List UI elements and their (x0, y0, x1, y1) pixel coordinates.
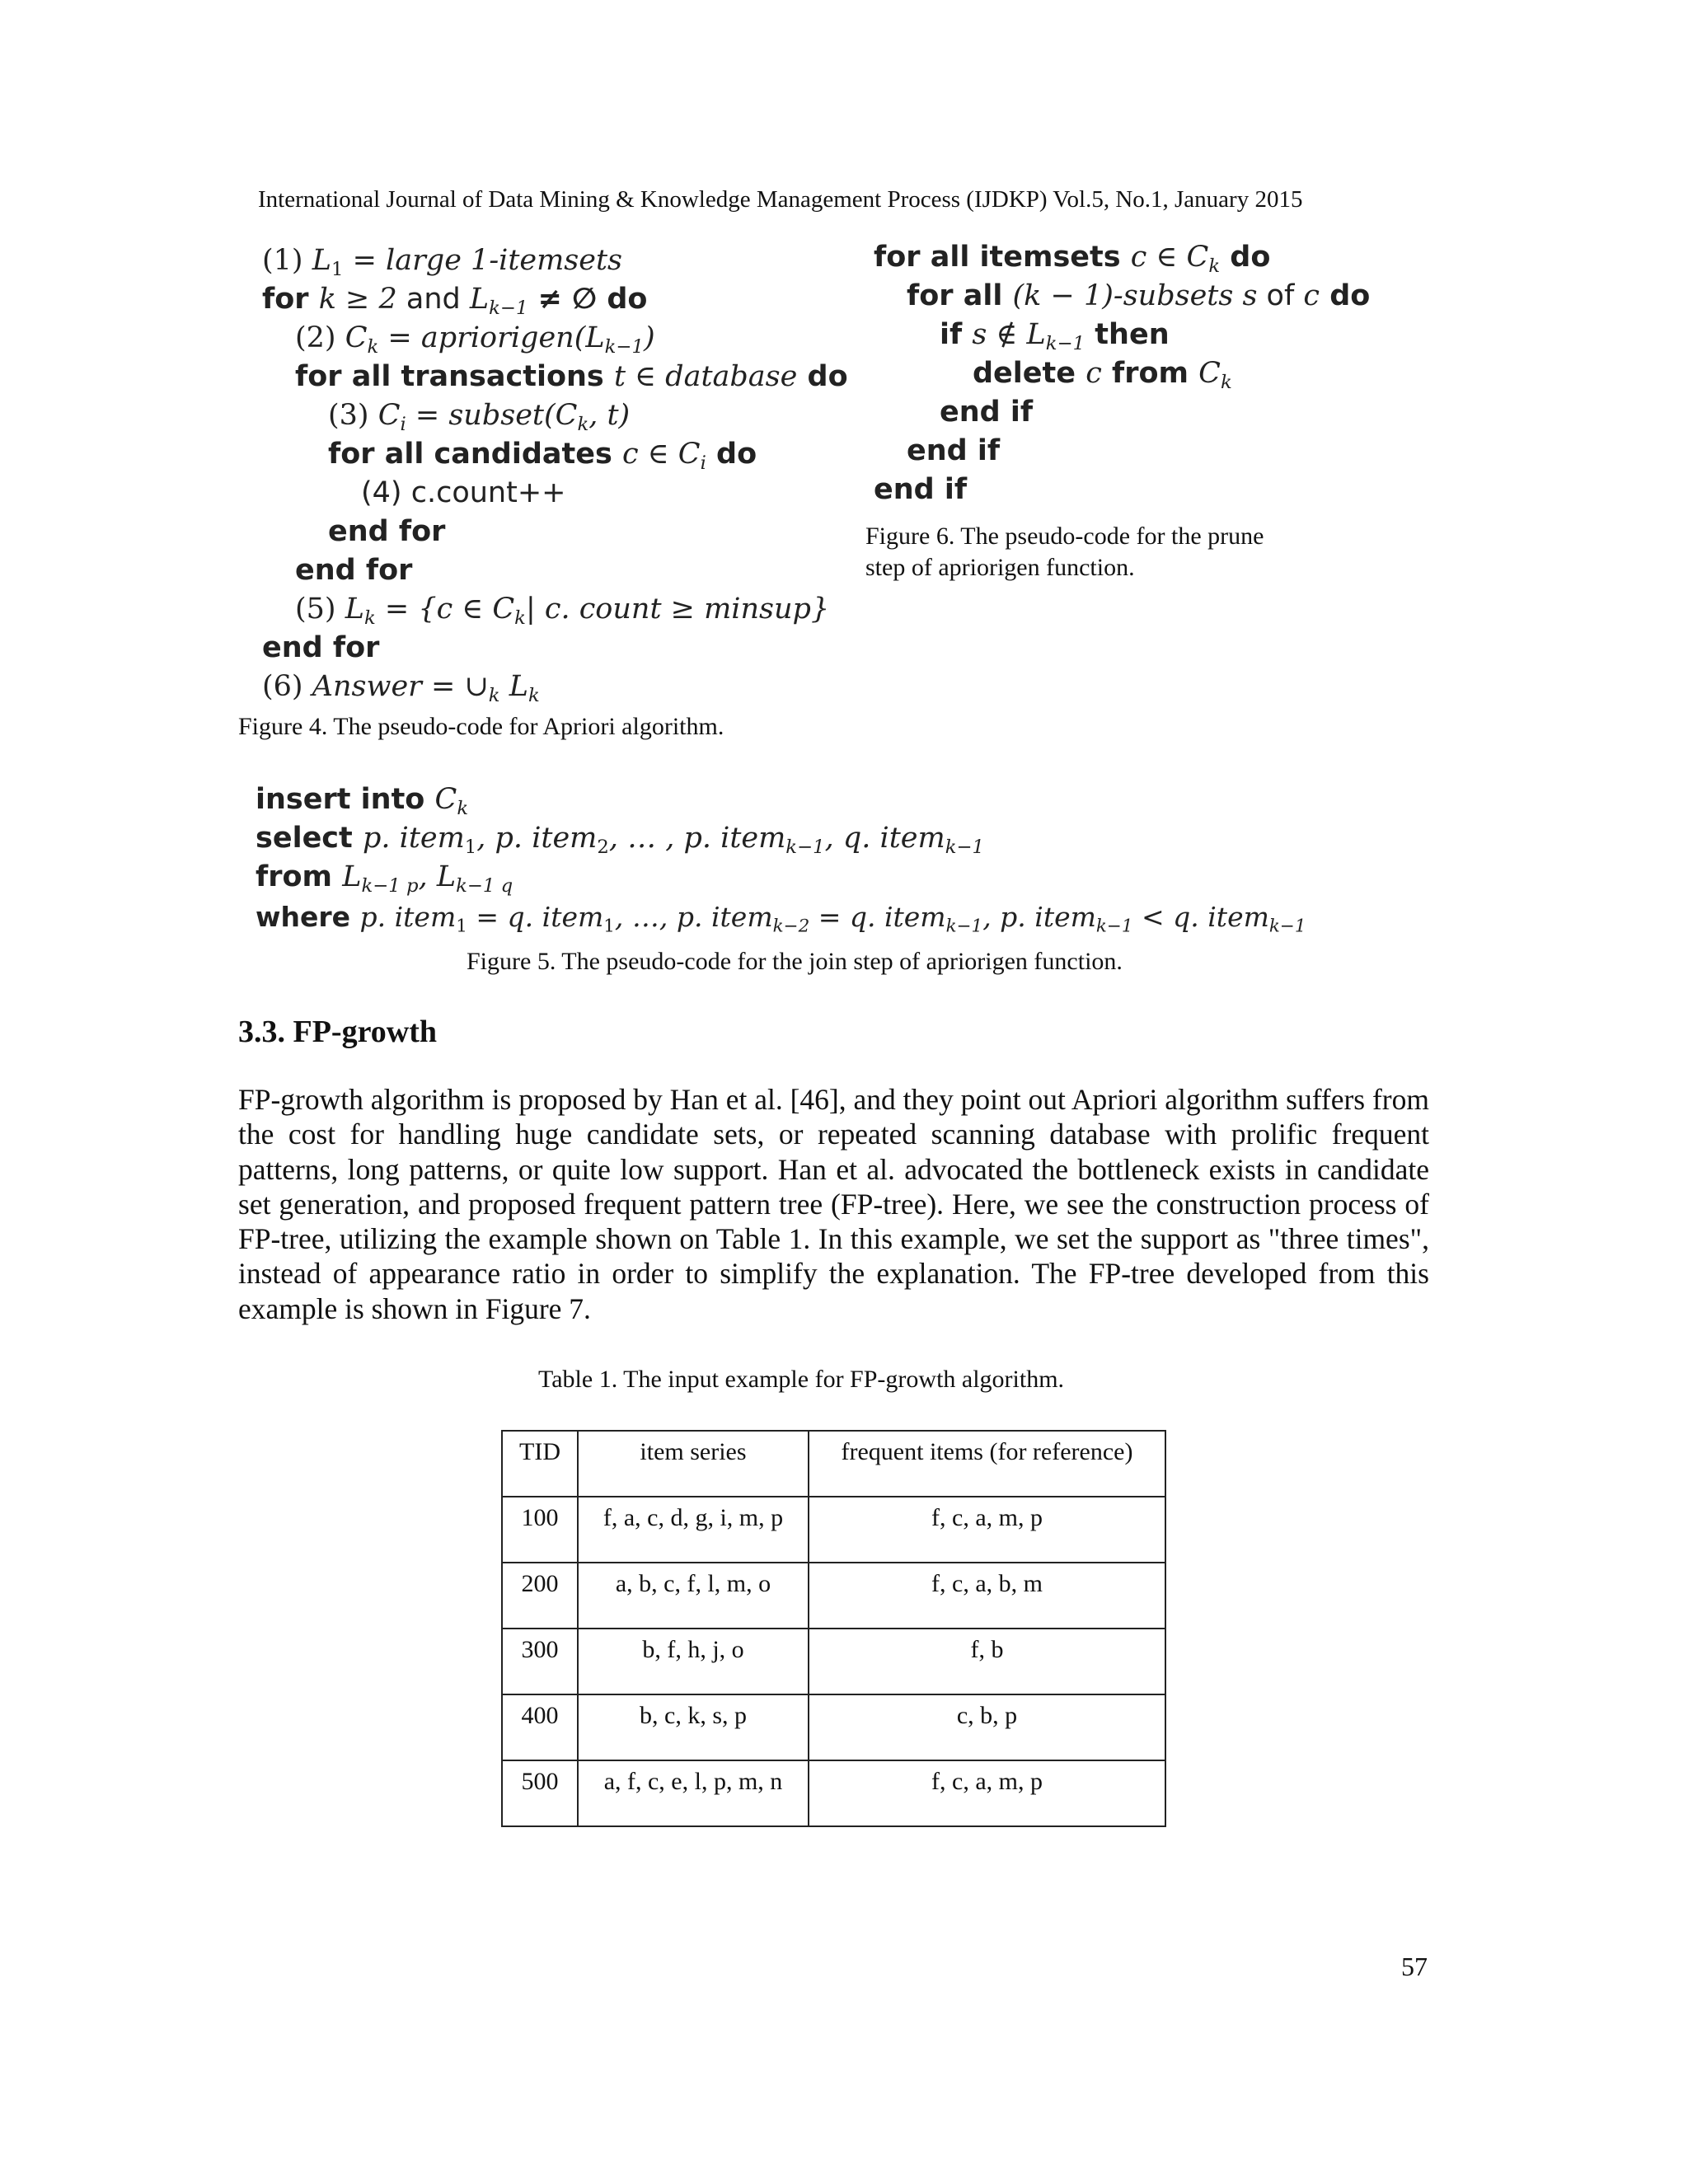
table-cell: b, f, h, j, o (578, 1629, 809, 1694)
fig5-line-1: insert into $C_k$ (256, 783, 469, 819)
table-cell: 300 (502, 1629, 578, 1694)
table-row (502, 1760, 1165, 1826)
table1-caption: Table 1. The input example for FP-growth algorithm. (538, 1366, 1065, 1393)
fig5-line-4: where p. item$_1$ = q. item$_1$, …, p. item$_{k-2}$ = q. item$_{k-1}$, p. item$_{k-1}$ < q. item$_{k-1}$ (256, 901, 1306, 937)
fig6-line-7: end if (874, 473, 968, 506)
table-header-row (502, 1431, 1165, 1497)
fig4-line-5: (3) $C_i$ = $subset(C_k$, t) (328, 399, 631, 435)
table-cell: 500 (502, 1760, 578, 1826)
fig4-line-7: (4) c.count++ (361, 476, 566, 509)
table-cell: a, b, c, f, l, m, o (578, 1563, 809, 1629)
fig6-line-5: end if (940, 396, 1034, 429)
table-cell: f, c, a, b, m (809, 1563, 1165, 1629)
table-cell: f, b (809, 1629, 1165, 1694)
table-cell: 200 (502, 1563, 578, 1629)
table-cell: f, c, a, m, p (809, 1497, 1165, 1563)
fig6-line-3: if s ∉ $L_{k-1}$ then (940, 318, 1170, 354)
page-number: 57 (1401, 1952, 1428, 1981)
fig4-line-6: for all candidates c ∈ $C_i$ do (328, 438, 757, 474)
fig6-line-4: delete c from $C_k$ (973, 357, 1232, 393)
fig4-line-4: for all transactions t ∈ database do (295, 360, 848, 393)
figure6-caption: Figure 6. The pseudo-code for the prune step of apriorigen function. (865, 523, 1264, 581)
fig4-line-11: end for (262, 631, 380, 664)
fig4-line-10: (5) $L_k = \{c$ ∈ $C_k|$ c. count ≥ minsup} (295, 593, 830, 629)
table-cell: f, c, a, m, p (809, 1760, 1165, 1826)
table-row (502, 1629, 1165, 1694)
section-heading: 3.3. FP-growth (238, 1015, 437, 1049)
fig4-line-9: end for (295, 554, 413, 587)
fig6-line-2: for all (k − 1)-subsets s of c do (907, 279, 1371, 312)
fig6-line-6: end if (907, 434, 1001, 467)
table-row (502, 1694, 1165, 1760)
fig4-line-3: (2) $C_k$ = $apriorigen(L_{k-1})$ (295, 321, 655, 358)
fig4-line-2: for k ≥ 2 and $L_{k-1}$ ≠ ∅ do (262, 283, 648, 319)
header-cell-tid: TID (502, 1431, 578, 1497)
table1 (501, 1430, 1166, 1827)
table-cell: 100 (502, 1497, 578, 1563)
fig6-line-1: for all itemsets c ∈ $C_k$ do (874, 241, 1271, 277)
figure5-caption: Figure 5. The pseudo-code for the join step of apriorigen function. (467, 948, 1123, 975)
fig4-line-1: (1) $L_1$ = large 1-itemsets (262, 244, 623, 280)
table-row (502, 1563, 1165, 1629)
running-header: International Journal of Data Mining & Knowledge Management Process (IJDKP) Vol.5, No.1, January 2015 (258, 186, 1303, 213)
body-paragraph: FP-growth algorithm is proposed by Han et al. [46], and they point out Apriori algorithm suffers from the cost for handling huge candidate sets, or repeated scanning database with prolific frequent patterns, long patterns, or quite low support. Han et al. advocated the bottleneck exists in candidate set generation, and proposed frequent pattern tree (FP-tree). Here, we see the construction process of FP-tree, utilizing the example shown on Table 1. In this example, we set the support as "three times", instead of appearance ratio in order to simplify the explanation. The FP-tree developed from this example is shown in Figure 7. (238, 1083, 1429, 1325)
table-cell: f, a, c, d, g, i, m, p (578, 1497, 809, 1563)
fig4-line-12: (6) Answer = $\cup_k$ $L_k$ (262, 670, 540, 706)
table-cell: b, c, k, s, p (578, 1694, 809, 1760)
fig5-line-3: from $L_{k-1 p}$, $L_{k-1 q}$ (256, 860, 513, 897)
fig4-line-8: end for (328, 515, 446, 548)
header-cell-frequent-items: frequent items (for reference) (809, 1431, 1165, 1497)
header-cell-item-series: item series (578, 1431, 809, 1497)
table-cell: a, f, c, e, l, p, m, n (578, 1760, 809, 1826)
table-row (502, 1497, 1165, 1563)
figure4-caption: Figure 4. The pseudo-code for Apriori algorithm. (238, 713, 724, 740)
table-cell: 400 (502, 1694, 578, 1760)
table-cell: c, b, p (809, 1694, 1165, 1760)
fig5-line-2: select p. item$_1$, p. item$_2$, … , p. item$_{k-1}$, q. item$_{k-1}$ (256, 822, 985, 858)
